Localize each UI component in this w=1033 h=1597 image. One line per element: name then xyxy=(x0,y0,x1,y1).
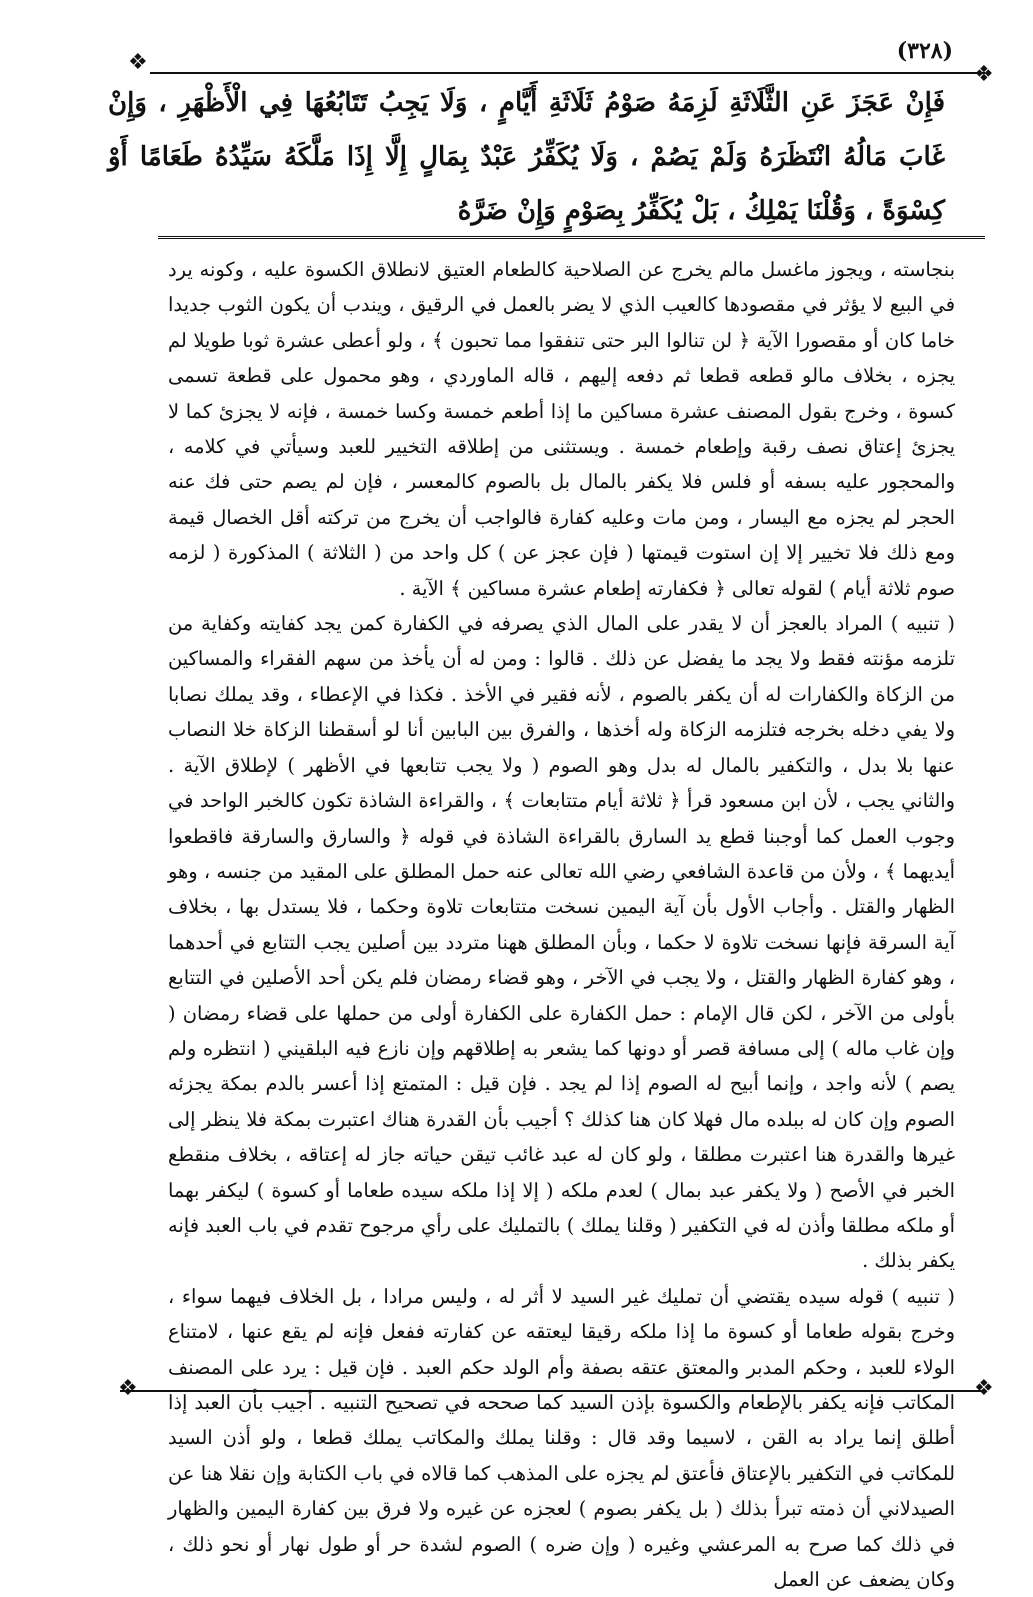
corner-ornament-bottom-left: ❖ xyxy=(118,1376,138,1401)
corner-ornament-top-right: ❖ xyxy=(974,62,994,87)
commentary-sharh xyxy=(168,252,955,1592)
main-text-matn: فَإِنْ عَجَزَ عَنِ الثَّلَاثَةِ لَزِمَهُ صَوْمُ ثَلَاثَةِ أَيَّامٍ ، وَلَا يَجِبُ تَتَابُعُهَا فِي الْأَظْهَرِ ، وَإِنْ غَابَ مَالُهُ انْتَظَرَهُ وَلَمْ يَصُمْ ، وَلَا يُكَفِّرُ عَبْدٌ بِمَالٍ إِلَّا إِذَا مَلَّكَهُ سَيِّدُهُ طَعَامًا أَوْ كِسْوَةً ، وَقُلْنَا يَمْلِكُ ، بَلْ يُكَفِّرُ بِصَوْمٍ وَإِنْ ضَرَّهُ xyxy=(108,88,945,226)
bottom-rule xyxy=(120,1390,985,1392)
commentary-paragraph: ( تنبيه ) قوله سيده يقتضي أن تمليك غير السيد لا أثر له ، وليس مرادا ، بل الخلاف فيهما سواء ، وخرج بقوله طعاما أو كسوة ما إذا ملكه رقيقا ليعتقه عن كفارته ففعل فإنه لم يقع عنها ، لامتناع الولاء للعبد ، وحكم المدبر والمعتق عتقه بصفة وأم الولد حكم العبد . فإن قيل : يرد على المصنف المكاتب فإنه يكفر بالإطعام والكسوة بإذن السيد كما صححه في تصحيح التنبيه . أجيب بأن العبد إذا أطلق إنما يراد به القن ، لاسيما وقد قال : وقلنا يملك والمكاتب يملك قطعا ، ولو أذن السيد للمكاتب في التكفير بالإعتاق فأعتق لم يجزه على المذهب كما قالاه في باب الكتابة وإن نقلا هنا عن الصيدلاني أن ذمته تبرأ بذلك ( بل يكفر بصوم ) لعجزه عن غيره ولا فرق بين كفارة اليمين والظهار في ذلك كما صرح به المرعشي وغيره ( وإن ضره ) الصوم لشدة حر أو طول نهار أو نحو ذلك ، وكان يضعف عن العمل xyxy=(168,1284,955,1592)
page-number: (٣٢٨) xyxy=(896,38,953,64)
corner-ornament-bottom-right: ❖ xyxy=(974,1376,994,1401)
corner-ornament-top-left: ❖ xyxy=(128,50,148,75)
commentary-paragraph: ( تنبيه ) المراد بالعجز أن لا يقدر على المال الذي يصرفه في الكفارة كمن يجد كفايته وكفاية من تلزمه مؤنته فقط ولا يجد ما يفضل عن ذلك . قالوا : ومن له أن يأخذ من سهم الفقراء والمساكين من الزكاة والكفارات له أن يكفر بالصوم ، لأنه فقير في الأخذ . فكذا في الإعطاء ، وقد يملك نصابا ولا يفي دخله بخرجه فتلزمه الزكاة وله أخذها ، والفرق بين البابين أنا لو أسقطنا الزكاة خلا النصاب عنها بلا بدل ، والتكفير بالمال له بدل وهو الصوم ( ولا يجب تتابعها في الأظهر ) لإطلاق الآية . والثاني يجب ، لأن ابن مسعود قرأ ﴿ ثلاثة أيام متتابعات ﴾ ، والقراءة الشاذة تكون كالخبر الواحد في وجوب العمل كما أوجبنا قطع يد السارق بالقراءة الشاذة في قوله ﴿ والسارق والسارقة فاقطعوا أيديهما ﴾ ، ولأن من قاعدة الشافعي رضي الله تعالى عنه حمل المطلق على المقيد من جنسه ، وهو الظهار والقتل . وأجاب الأول بأن آية اليمين نسخت متتابعات تلاوة وحكما ، فلا يستدل بها ، بخلاف آية السرقة فإنها نسخت تلاوة لا حكما ، وبأن المطلق ههنا متردد بين أصلين يجب التتابع في أحدهما ، وهو كفارة الظهار والقتل ، ولا يجب في الآخر ، وهو قضاء رمضان فلم يكن أحد الأصلين في التتابع بأولى من الآخر ، لكن قال الإمام : حمل الكفارة على الكفارة أولى من حملها على قضاء رمضان ( وإن غاب ماله ) إلى مسافة قصر أو دونها كما يشعر به إطلاقهم وإن نازع فيه البلقيني ( انتظره ولم يصم ) لأنه واجد ، وإنما أبيح له الصوم إذا لم يجد . فإن قيل : المتمتع إذا أعسر بالدم بمكة يجزئه الصوم وإن كان له ببلده مال فهلا كان هنا كذلك ؟ أجيب بأن القدرة هناك اعتبرت بمكة فلا ينظر إلى غيرها والقدرة هنا اعتبرت مطلقا ، ولو كان له عبد غائب تيقن حياته جاز له إعتاقه ، بخلاف منقطع الخبر في الأصح ( ولا يكفر عبد بمال ) لعدم ملكه ( إلا إذا ملكه سيده طعاما أو كسوة ) ليكفر بهما أو ملكه مطلقا وأذن له في التكفير ( وقلنا يملك ) بالتمليك على رأي مرجوح تقدم في باب العبد فإنه يكفر بذلك . xyxy=(168,612,955,1273)
top-rule xyxy=(150,72,985,74)
separator-rule xyxy=(158,236,985,239)
commentary-paragraph: بنجاسته ، ويجوز ماغسل مالم يخرج عن الصلاحية كالطعام العتيق لانطلاق الكسوة عليه ، وكونه يرد في البيع لا يؤثر في مقصودها كالعيب الذي لا يضر بالعمل في الرقيق ، ويندب أن يكون الثوب جديدا خاما كان أو مقصورا الآية ﴿ لن تنالوا البر حتى تنفقوا مما تحبون ﴾ ، ولو أعطى عشرة ثوبا طويلا لم يجزه ، بخلاف مالو قطعه قطعا ثم دفعه إليهم ، قاله الماوردي ، وهو محمول على قطعة تسمى كسوة ، وخرج بقول المصنف عشرة مساكين ما إذا أطعم خمسة وكسا خمسة ، فإنه لا يجزئ كما لا يجزئ إعتاق نصف رقبة وإطعام خمسة . ويستثنى من إطلاقه التخيير للعبد وسيأتي في كلامه ، والمحجور عليه بسفه أو فلس فلا يكفر بالمال بل بالصوم كالمعسر ، فإن لم يصم حتى فك عنه الحجر لم يجزه مع اليسار ، ومن مات وعليه كفارة فالواجب أن يخرج من تركته أقل الخصال قيمة ومع ذلك فلا تخيير إلا إن استوت قيمتها ( فإن عجز عن ) كل واحد من ( الثلاثة ) المذكورة ( لزمه صوم ثلاثة أيام ) لقوله تعالى ﴿ فكفارته إطعام عشرة مساكين ﴾ الآية . xyxy=(168,258,955,600)
